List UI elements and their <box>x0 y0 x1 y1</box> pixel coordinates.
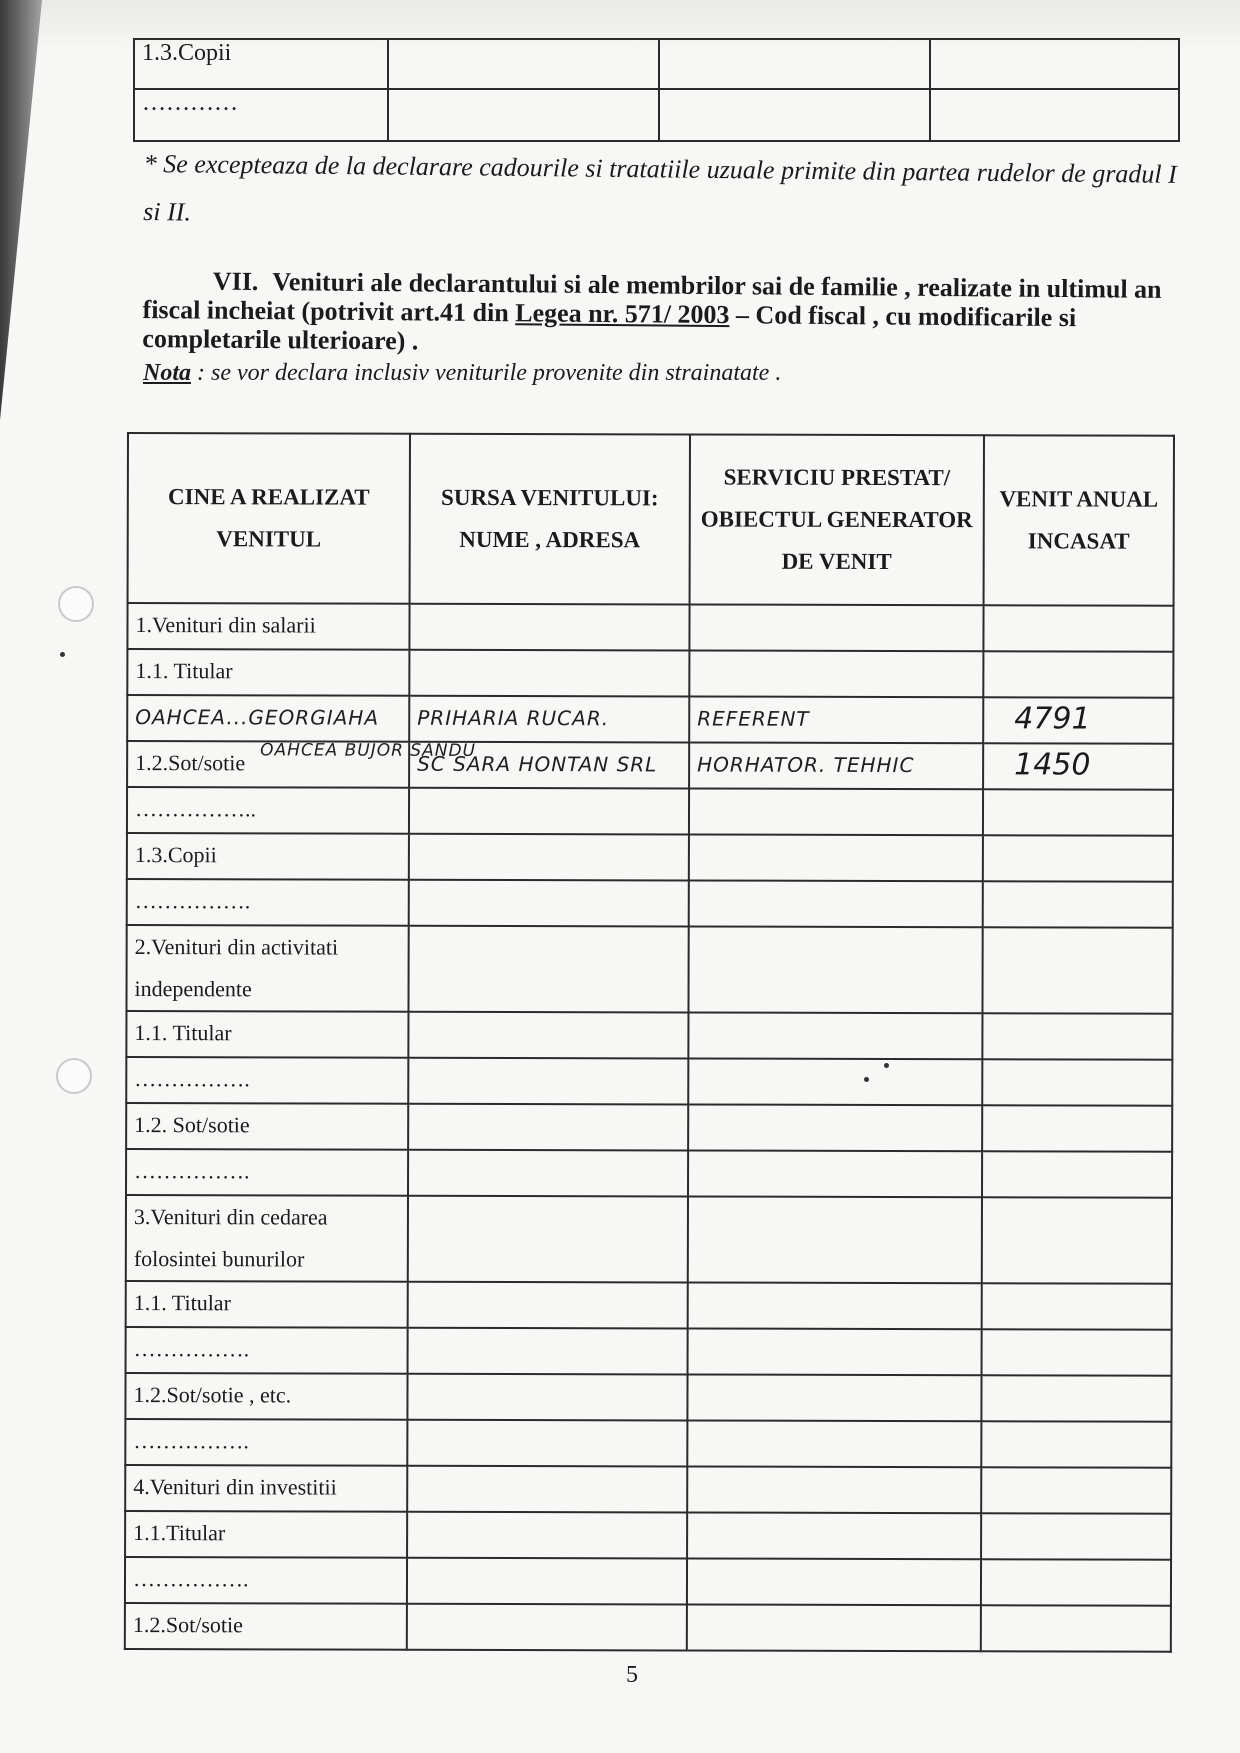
cell-source <box>408 1282 688 1329</box>
cell-income <box>981 1605 1171 1651</box>
page-number: 5 <box>626 1662 638 1688</box>
cell-source <box>409 880 689 927</box>
cell-label: 1.2. Sot/sotie <box>126 1103 408 1150</box>
cell-label <box>127 740 477 788</box>
cell-source <box>407 1420 687 1467</box>
income-table <box>124 432 1175 1653</box>
cell-service <box>688 926 982 1013</box>
table-row <box>125 1465 1171 1514</box>
cell-label: ……………. <box>126 1057 408 1104</box>
nota-text: : se vor declara inclusiv veniturile provenite din strainatate . <box>191 360 782 386</box>
header-service: SERVICIU PRESTAT/ OBIECTUL GENERATOR DE VENIT <box>690 434 984 605</box>
cell-label: 2.Venituri din activitati independente <box>126 925 408 1012</box>
cell <box>388 89 659 141</box>
cell-service <box>688 1104 982 1151</box>
cell-income <box>982 1197 1172 1283</box>
cell <box>930 89 1179 141</box>
cell-income <box>982 927 1172 1013</box>
cell-income <box>983 881 1173 927</box>
cell-income <box>981 1467 1171 1513</box>
law-reference: Legea nr. 571/ 2003 <box>515 298 730 330</box>
cell-income <box>983 835 1173 881</box>
table-row <box>125 1557 1171 1606</box>
table-row <box>126 1281 1172 1330</box>
cell-label: ……………. <box>126 1149 408 1196</box>
header-income: VENIT ANUAL INCASAT <box>984 435 1174 605</box>
cell-service <box>688 1196 982 1283</box>
cell-source <box>407 1604 687 1651</box>
cell-service <box>687 1420 981 1467</box>
cell-label: 1.1. Titular <box>127 649 409 696</box>
cell <box>930 39 1179 89</box>
cell-income <box>983 789 1173 835</box>
cell-service: REFERENT <box>689 696 983 743</box>
footnote: * Se excepteaza de la declarare cadourile si tratatiile uzuale primite din partea rudelor de gradul I si II. <box>143 148 1177 227</box>
table-row <box>126 1327 1172 1376</box>
cell-source: PRIHARIA RUCAR. <box>409 696 689 743</box>
cell-service <box>689 834 983 881</box>
cell-service <box>689 788 983 835</box>
cell-service <box>687 1374 981 1421</box>
cell-service <box>688 1282 982 1329</box>
cell-source <box>409 834 689 881</box>
table-row <box>127 603 1173 652</box>
table-row <box>127 649 1173 698</box>
cell-income <box>983 605 1173 651</box>
cell-source <box>407 1374 687 1421</box>
cell-source <box>408 926 688 1013</box>
section-title-end: – Cod fiscal , cu modificarile si completarile ulterioare) . <box>142 300 1077 356</box>
cell-label: 1.2.Sot/sotie <box>125 1603 407 1650</box>
cell-service <box>688 1058 982 1105</box>
cell-label: OAHCEA...GEORGIAHA <box>127 695 409 742</box>
table-header-row <box>128 433 1174 606</box>
cell-label: ……………. <box>125 1419 407 1466</box>
header-source: SURSA VENITULUI: NUME , ADRESA <box>410 434 690 605</box>
cell-income: 1450 <box>983 743 1173 789</box>
cell-income <box>982 1151 1172 1197</box>
scan-speck <box>60 652 65 657</box>
table-row <box>134 39 1179 89</box>
cell-source <box>408 1012 688 1059</box>
table-row <box>125 1419 1171 1468</box>
cell-label: 1.2.Sot/sotie , etc. <box>125 1373 407 1420</box>
cell-source <box>409 788 689 835</box>
scan-shadow <box>0 0 70 420</box>
cell-label: ……………. <box>127 879 409 926</box>
punch-hole <box>56 1058 92 1094</box>
cell-source <box>408 1104 688 1151</box>
cell-income <box>982 1329 1172 1375</box>
cell-source <box>409 604 689 651</box>
table-row <box>125 1373 1171 1422</box>
cell-source <box>407 1558 687 1605</box>
cell-label: 1.1.Titular <box>125 1511 407 1558</box>
continued-gifts-table <box>133 38 1180 142</box>
cell-income <box>982 1059 1172 1105</box>
cell-label: 1.1. Titular <box>126 1281 408 1328</box>
cell-label: 4.Venituri din investitii <box>125 1465 407 1512</box>
cell-label: 1.3.Copii <box>134 39 388 89</box>
section-title-start: Venituri ale declarantului si ale membrilor sai de familie , realizate in ultimul an fiscal incheiat (potrivit art.41 din <box>142 267 1162 328</box>
table-row <box>126 1149 1172 1198</box>
cell-label: 1.3.Copii <box>127 833 409 880</box>
cell-source <box>407 1466 687 1513</box>
cell-label-text: 1.2.Sot/sotie <box>135 750 246 776</box>
cell-income <box>981 1375 1171 1421</box>
section-title <box>142 266 1163 362</box>
handwritten-spouse-name: OAHCEA BUJOR SANDU <box>260 740 477 761</box>
cell-service <box>689 880 983 927</box>
table-row <box>126 1195 1172 1284</box>
cell-label: ……………. <box>126 1327 408 1374</box>
cell-label: 3.Venituri din cedarea folosintei bunurilor <box>126 1195 408 1282</box>
cell-source <box>408 1150 688 1197</box>
section-number: VII. <box>212 266 259 297</box>
cell-service <box>689 604 983 651</box>
cell-service <box>688 1012 982 1059</box>
cell-service <box>689 650 983 697</box>
table-row <box>127 695 1173 744</box>
table-row <box>125 1511 1171 1560</box>
cell-service <box>687 1466 981 1513</box>
cell-income <box>981 1559 1171 1605</box>
table-row <box>127 787 1173 836</box>
cell-income <box>982 1013 1172 1059</box>
cell-source <box>408 1058 688 1105</box>
table-row <box>126 1103 1172 1152</box>
cell-service <box>687 1558 981 1605</box>
cell-label: ……………. <box>125 1557 407 1604</box>
cell-income <box>983 651 1173 697</box>
nota-label: Nota <box>143 360 191 386</box>
cell-source: SC SARA HONTAN SRL <box>409 742 689 789</box>
cell-source <box>408 1328 688 1375</box>
nota <box>143 360 1143 387</box>
cell-source <box>408 1196 688 1283</box>
table-row <box>126 1011 1172 1060</box>
cell-income <box>982 1283 1172 1329</box>
cell <box>659 39 930 89</box>
header-who: CINE A REALIZAT VENITUL <box>128 433 410 604</box>
table-row <box>125 1603 1171 1652</box>
table-row <box>127 879 1173 928</box>
cell-label: 1.Venituri din salarii <box>127 603 409 650</box>
table-row <box>127 741 1173 790</box>
cell <box>659 89 930 141</box>
table-row <box>134 89 1179 141</box>
cell-service <box>687 1604 981 1651</box>
cell-service <box>688 1328 982 1375</box>
cell-label: …………….. <box>127 787 409 834</box>
cell-service <box>688 1150 982 1197</box>
cell-label: 1.1. Titular <box>126 1011 408 1058</box>
cell-source <box>407 1512 687 1559</box>
table-row <box>127 833 1173 882</box>
cell-service: HORHATOR. TEHHIC <box>689 742 983 789</box>
punch-hole <box>58 586 94 622</box>
table-row <box>126 925 1172 1014</box>
income-table-body <box>125 603 1174 1652</box>
cell-service <box>687 1512 981 1559</box>
cell-source <box>409 650 689 697</box>
cell-income <box>981 1421 1171 1467</box>
cell-income <box>981 1513 1171 1559</box>
cell-income: 4791 <box>983 697 1173 743</box>
cell-income <box>982 1105 1172 1151</box>
cell-label: ………… <box>134 89 388 141</box>
cell <box>388 39 659 89</box>
table-row <box>126 1057 1172 1106</box>
